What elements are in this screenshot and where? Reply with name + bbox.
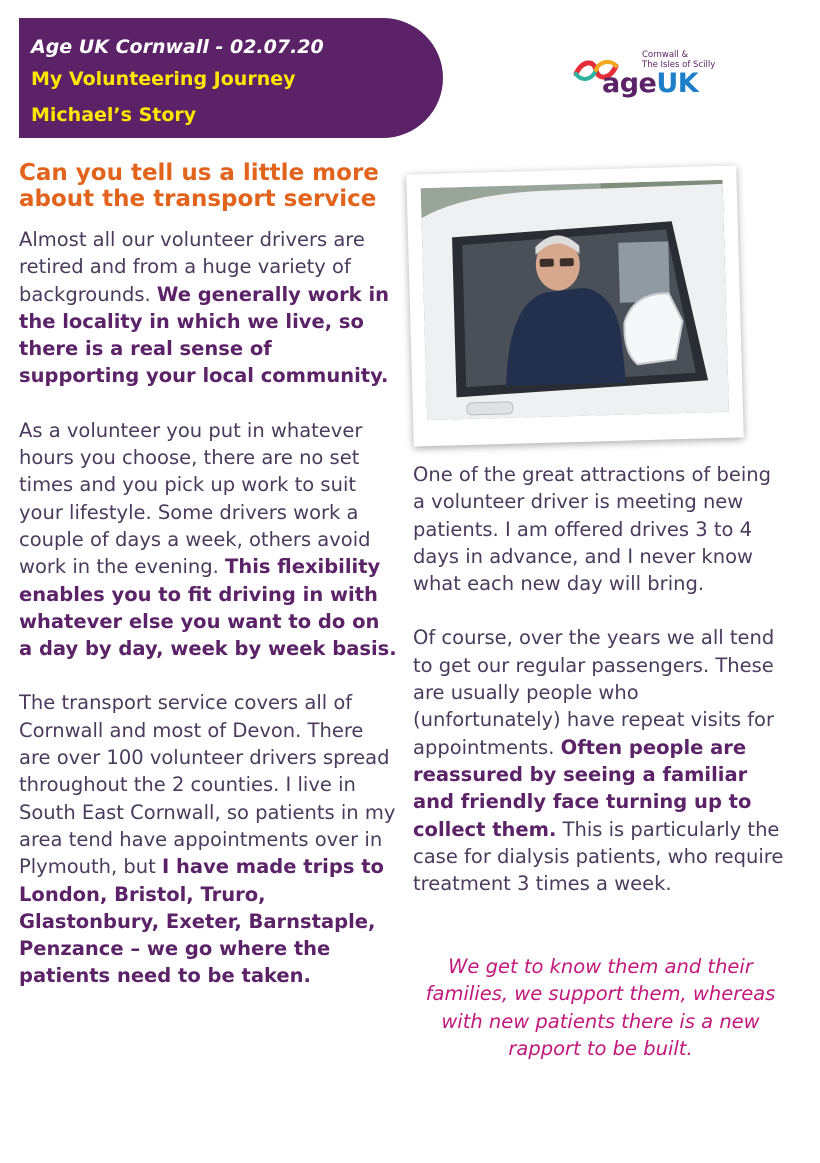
logo-region-text: Cornwall & The Isles of Scilly <box>642 50 716 70</box>
left-column <box>19 226 397 1017</box>
banner-date-line: Age UK Cornwall - 02.07.20 <box>31 36 324 58</box>
pull-quote: We get to know them and their families, we support them, whereas with new patients there is a new rapport to be built. <box>425 955 776 1060</box>
photo-frame <box>406 165 743 446</box>
banner-story-title: Michael’s Story <box>31 104 197 126</box>
paragraph: One of the great attractions of being a volunteer driver is meeting new patients. I am offered drives 3 to 4 days in advance, and I never know what each new day will bring. <box>413 463 772 596</box>
section-heading: Can you tell us a little more about the transport service <box>19 160 379 212</box>
right-column <box>413 461 788 924</box>
paragraph: Of course, over the years we all tend to get our regular passengers. These are usually people who (unfortunately) have repeat visits for appointments. Often people are reassured by seeing a familiar and friendly face turning up to collect them. This is particularly the case for dialysis patients, who require treatment 3 times a week. <box>413 626 784 896</box>
paragraph: The transport service covers all of Cornwall and most of Devon. There are over 100 volunteer drivers spread throughout the 2 counties. I live in South East Cornwall, so patients in my area tend have appointments over in Plymouth, but I have made trips to London, Bristol, Truro, Glastonbury, Exeter, Barnstaple, Penzance – we go where the patients need to be taken. <box>19 691 396 988</box>
logo-wordmark: ageUK <box>602 68 699 99</box>
banner-series-title: My Volunteering Journey <box>31 68 296 90</box>
paragraph: Almost all our volunteer drivers are retired and from a huge variety of backgrounds. We generally work in the locality in which we live, so there is a real sense of supporting your local community. <box>19 228 390 388</box>
paragraph: As a volunteer you put in whatever hours you choose, there are no set times and you pick up work to suit your lifestyle. Some drivers work a couple of days a week, others avoid work in the evening. This flexibility enables you to fit driving in with whatever else you want to do on a day by day, week by week basis. <box>19 418 397 661</box>
volunteer-driver-photo <box>421 180 729 420</box>
age-uk-logo <box>572 50 732 102</box>
title-banner <box>19 18 443 138</box>
